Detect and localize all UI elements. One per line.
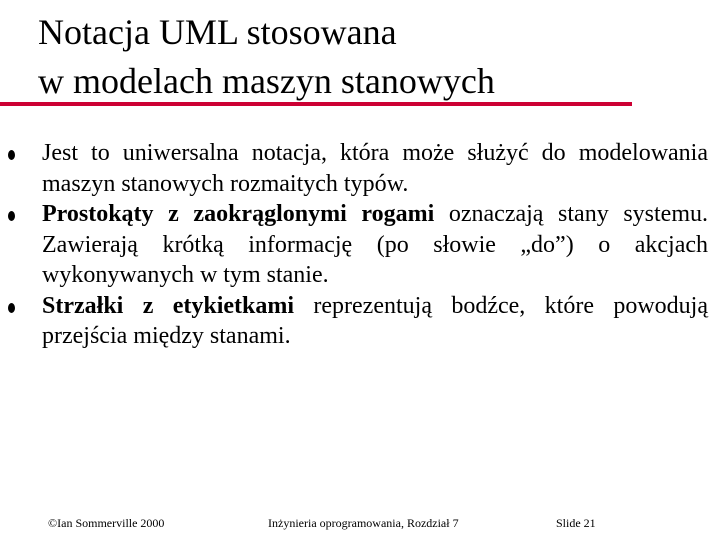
bullet-item <box>42 291 708 352</box>
footer-copyright: ©Ian Sommerville 2000 <box>48 516 165 530</box>
bullet-bold-term: Prostokąty z zaokrąglonymi rogami <box>42 201 435 227</box>
bullet-dot-icon <box>8 150 15 160</box>
bullet-dot-icon <box>8 303 15 313</box>
bullet-item <box>42 138 708 199</box>
slide-title-line-2: w modelach maszyn stanowych <box>38 61 495 101</box>
bullet-bold-term: Strzałki z etykietkami <box>42 292 295 319</box>
slide-title <box>38 8 658 106</box>
bullet-text-run: oznaczają stany systemu. Zawierają krótką informację (po słowie „do”) o akcjach wykonywanych w tym stanie. <box>42 201 708 288</box>
bullet-list <box>42 138 708 352</box>
footer-slide-number: Slide 21 <box>556 516 596 530</box>
bullet-dot-icon <box>8 211 15 221</box>
bullet-text-run: Jest to uniwersalna notacja, która może służyć do modelowania maszyn stanowych rozmaitych typów. <box>42 140 708 197</box>
title-underline-rule <box>0 102 632 106</box>
bullet-text-run: reprezentują bodźce, które powodują przejścia między stanami. <box>42 292 708 349</box>
bullet-item <box>42 199 708 291</box>
slide-title-line-1: Notacja UML stosowana <box>38 12 397 52</box>
footer-course-title: Inżynieria oprogramowania, Rozdział 7 <box>268 516 459 530</box>
